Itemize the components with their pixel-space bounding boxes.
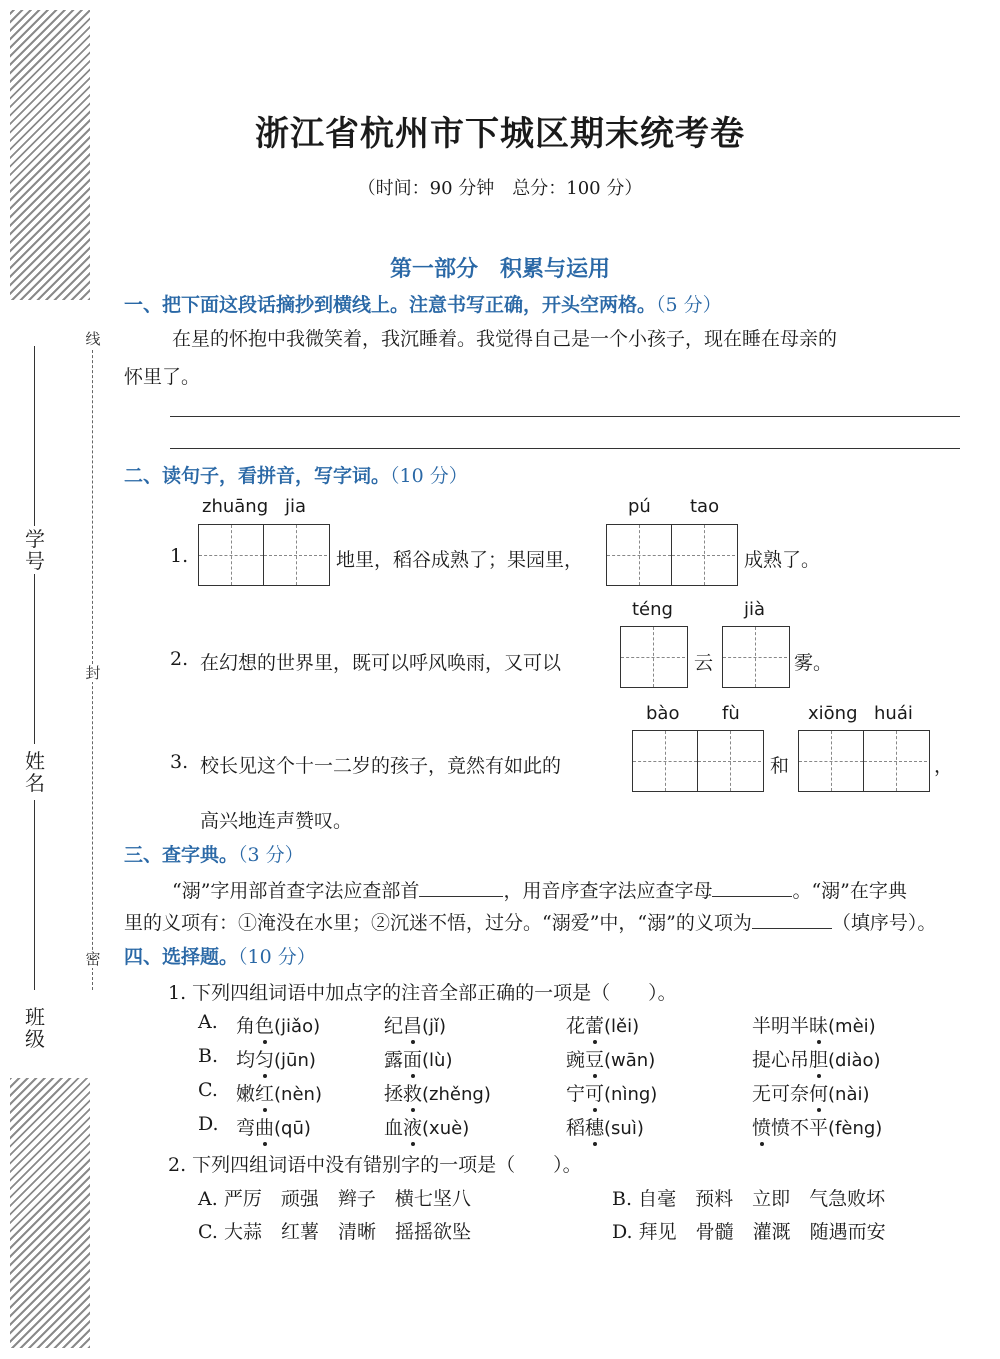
q4-item1-word-pinyin: (nèn) [274,1084,322,1105]
q4-item1-option-label[interactable]: C. [198,1079,218,1101]
q4-item2-option-d[interactable] [612,1217,886,1244]
q2-s2-answer-box-1[interactable] [620,626,688,688]
q2-s1-end-text: 成熟了。 [744,549,821,571]
q4-item1-word [236,1045,316,1072]
q2-s2-pinyin-1: téng [632,599,673,620]
xingming-line-bottom [34,800,35,990]
q2-s1-number: 1. [170,545,189,567]
q2-s2-text: 在幻想的世界里，既可以呼风唤雨，又可以 [200,652,562,674]
xuehao-line [34,346,35,526]
q1-answer-line-2[interactable] [170,448,960,449]
q4-item1-word-part: 穗 [585,1113,604,1140]
q3-heading [124,840,304,867]
binding-mark-xian: 线 [83,330,103,348]
q4-item1-word [384,1045,453,1072]
q4-item1-word-part: 豌 [566,1049,586,1071]
q4-item1-word-part: 色 [255,1011,274,1038]
q4-item1-word-part: 半明半 [752,1015,810,1037]
q4-item1-word-part: 可 [585,1079,604,1106]
q2-s3-pinyin-2b: huái [874,703,913,724]
q1-points: （5 分） [656,294,722,316]
q4-item1-word-part: 嫩 [236,1083,256,1105]
q2-s3-line2: 高兴地连声赞叹。 [200,810,353,832]
q4-item1-word-part: 提心吊 [752,1049,810,1071]
xingming-line-top [34,574,35,744]
binding-mark-mi: 密 [83,950,103,968]
xingming-label: 姓名 [25,749,45,795]
q3-blank-letter[interactable] [712,878,792,897]
q4-item2-option-b-label: B. [612,1188,633,1210]
q2-s3-end-text: ， [934,755,954,777]
q2-s2-answer-box-2[interactable] [722,626,790,688]
q2-s2-pinyin-2: jià [744,599,766,620]
q2-s3-text: 校长见这个十一二岁的孩子，竟然有如此的 [200,755,562,777]
q4-item1-word-part: 愤不平 [771,1117,829,1139]
q4-item2-option-c[interactable] [198,1217,471,1244]
q4-item2-option-c-words: 大蒜 红薯 清晰 摇摇欲坠 [223,1221,471,1243]
q4-item1-word [752,1079,870,1106]
q3-line1-part-b: ，用音序查字法应查字母 [503,880,713,902]
q4-item1-option-label[interactable]: A. [198,1011,218,1033]
q3-blank-meaning[interactable] [752,910,832,929]
q2-s3-middle-text: 和 [770,755,790,777]
q3-line1-part-c: 。“溺”在字典 [792,880,907,902]
q2-heading-text: 二、读句子，看拼音，写字词。 [124,465,391,487]
q4-item1-word [752,1113,882,1140]
q4-item1-word [566,1045,655,1072]
q2-s1-pinyin-1b: jia [285,496,307,517]
q3-line2 [124,908,936,935]
q4-item2-option-a[interactable] [198,1184,471,1211]
q4-item1-word-part: 露 [384,1049,404,1071]
q4-item1-option-label[interactable]: D. [198,1113,219,1135]
q4-item1-word [236,1113,311,1140]
q4-item1-word-pinyin: (jǐ) [422,1016,447,1037]
q4-item1-word [236,1011,320,1038]
q4-item1-word-pinyin: (zhěng) [422,1084,491,1105]
q4-item1-word-part: 红 [255,1079,274,1106]
q4-item1-word-part: 救 [403,1079,422,1106]
q2-s1-pinyin-1a: zhuāng [202,496,269,517]
q4-points: （10 分） [238,946,316,968]
q4-item1-word-pinyin: (suì) [604,1118,644,1139]
q4-item1-word-part: 昌 [403,1011,422,1038]
q4-item1-word-part: 无可奈 [752,1083,810,1105]
q4-item2-option-a-label: A. [198,1188,218,1210]
q4-item1-word-pinyin: (lěi) [604,1016,640,1037]
q4-item1-word-part: 曲 [255,1113,274,1140]
q4-item1-word-part: 稻 [566,1117,586,1139]
q2-points: （10 分） [390,465,468,487]
q3-heading-text: 三、查字典。 [124,844,239,866]
q4-item1-word [566,1113,644,1140]
q2-heading [124,461,468,488]
q4-item2-option-b[interactable] [612,1184,885,1211]
q2-s3-number: 3. [170,751,189,773]
q4-item1-stem: 1. 下列四组词语中加点字的注音全部正确的一项是（ ）。 [168,982,677,1004]
q4-item1-option-label[interactable]: B. [198,1045,219,1067]
q4-item1-word-part: 面 [403,1045,422,1072]
hatch-bottom [10,1078,90,1348]
q4-item1-word-pinyin: (lù) [422,1050,453,1071]
q1-heading-text: 一、把下面这段话摘抄到横线上。注意书写正确，开头空两格。 [124,294,657,316]
q2-s3-answer-box-2[interactable] [798,730,930,792]
q4-item1-word-pinyin: (nài) [828,1084,870,1105]
q2-s2-number: 2. [170,648,189,670]
q4-item2-option-d-label: D. [612,1221,633,1243]
banji-label: 班级 [25,1005,45,1051]
q4-item1-word-pinyin: (diào) [828,1050,881,1071]
q4-item1-word-part: 蕾 [585,1011,604,1038]
q4-item1-word-pinyin: (wān) [604,1050,656,1071]
q2-s3-pinyin-1b: fù [722,703,740,724]
q4-item2-option-b-words: 自毫 预料 立即 气急败坏 [638,1188,886,1210]
q3-line1-part-a: “溺”字用部首查字法应查部首 [172,880,420,902]
q4-item1-word-part: 弯 [236,1117,256,1139]
q4-item1-word-part: 拯 [384,1083,404,1105]
q4-item1-word [384,1113,469,1140]
q4-item1-word [566,1011,639,1038]
q2-s2-middle-text: 云 [694,652,714,674]
exam-title: 浙江省杭州市下城区期末统考卷 [255,114,745,154]
q4-heading [124,942,316,969]
q2-s2-end-text: 雾。 [794,652,833,674]
q2-s3-answer-box-1[interactable] [632,730,764,792]
xuehao-label: 学号 [25,527,45,573]
q4-item1-word-part: 昧 [809,1011,828,1038]
q3-line1 [172,876,907,903]
q4-item1-word-part: 何 [809,1079,828,1106]
q2-s1-answer-box-1[interactable] [198,524,330,586]
q4-item1-word-part: 宁 [566,1083,586,1105]
q4-item1-word-part: 血 [384,1117,404,1139]
binding-mark-feng: 封 [83,664,103,682]
q4-item1-word-part: 豆 [585,1045,604,1072]
q4-item2-option-c-label: C. [198,1221,218,1243]
q4-item1-word-pinyin: (fèng) [828,1118,883,1139]
binding-dashed-line [92,330,93,990]
q1-passage-line1: 在星的怀抱中我微笑着，我沉睡着。我觉得自己是一个小孩子，现在睡在母亲的 [172,328,838,350]
q2-s1-pinyin-2b: tao [690,496,720,517]
q1-answer-line-1[interactable] [170,416,960,417]
q4-item1-word [566,1079,657,1106]
q4-item1-word [384,1011,446,1038]
q4-item1-word-part: 液 [403,1113,422,1140]
q4-item2-option-d-words: 拜见 骨髓 灌溉 随遇而安 [638,1221,886,1243]
q4-item1-word-pinyin: (xuè) [422,1118,470,1139]
q4-item1-word-part: 愤 [752,1113,771,1140]
q4-item1-word-part: 纪 [384,1015,404,1037]
q4-item1-word [236,1079,322,1106]
q1-heading [124,290,722,317]
exam-subtitle: （时间：90 分钟 总分：100 分） [357,178,643,199]
q4-item1-word-part: 匀 [255,1045,274,1072]
q2-s3-pinyin-2a: xiōng [808,703,858,724]
q4-item1-word-pinyin: (qū) [274,1118,311,1139]
q4-item1-word-pinyin: (jiǎo) [274,1016,321,1037]
q2-s1-pinyin-2a: pú [628,496,651,517]
q4-item2-stem: 2. 下列四组词语中没有错别字的一项是（ ）。 [168,1154,582,1176]
q2-s1-answer-box-2[interactable] [606,524,738,586]
q4-item1-word-part: 花 [566,1015,586,1037]
q2-s3-pinyin-1a: bào [646,703,680,724]
q4-item1-word-pinyin: (jūn) [274,1050,316,1071]
q3-points: （3 分） [238,844,304,866]
q4-item1-word-part: 均 [236,1049,256,1071]
q4-item1-word-pinyin: (nìng) [604,1084,658,1105]
q4-heading-text: 四、选择题。 [124,946,239,968]
q4-item2-option-a-words: 严厉 顽强 辫子 横七坚八 [223,1188,471,1210]
q4-item1-word-part: 胆 [809,1045,828,1072]
q3-line2-part-a: 里的义项有：①淹没在水里；②沉迷不悟，过分。“溺爱”中，“溺”的义项为 [124,912,752,934]
q1-passage-line2: 怀里了。 [124,366,201,388]
q4-item1-word [384,1079,491,1106]
q4-item1-word-part: 角 [236,1015,256,1037]
q3-blank-radical[interactable] [419,878,503,897]
q3-line2-part-b: （填序号）。 [831,912,937,934]
q4-item1-word [752,1011,876,1038]
q2-s1-middle-text: 地里，稻谷成熟了；果园里， [336,549,584,571]
q4-item1-word [752,1045,881,1072]
part-one-heading: 第一部分 积累与运用 [389,256,610,282]
q4-item1-word-pinyin: (mèi) [828,1016,876,1037]
